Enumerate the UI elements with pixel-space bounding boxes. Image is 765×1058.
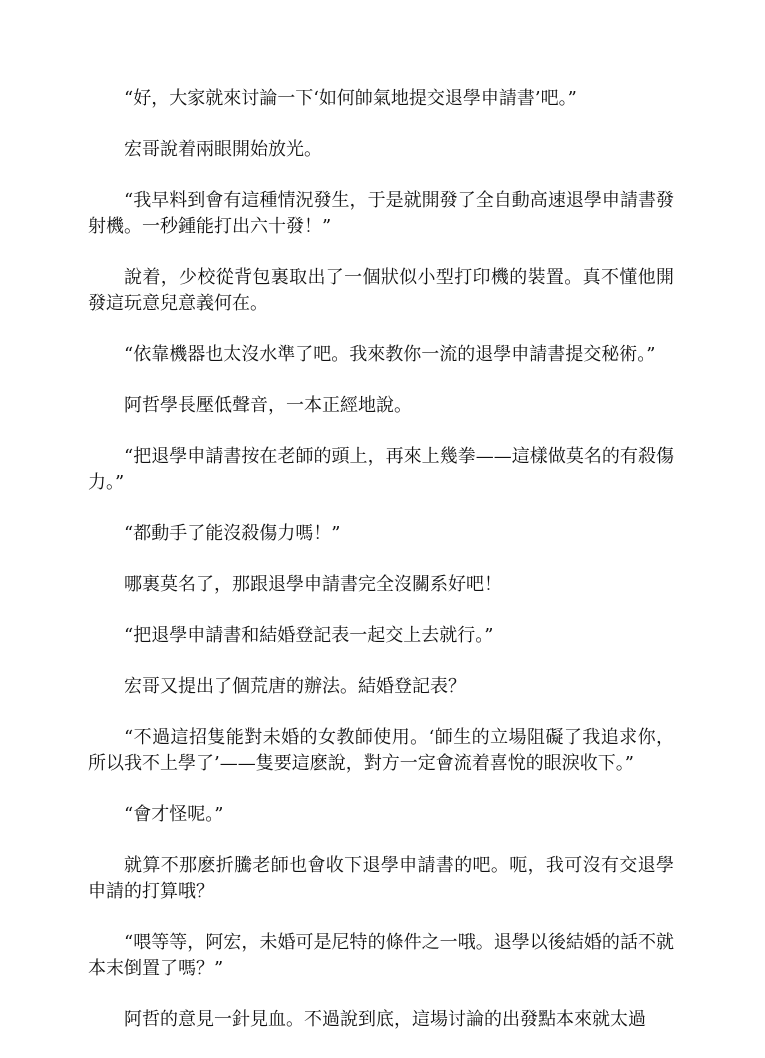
paragraph-10: “把退學申請書和結婚登記表一起交上去就行。”	[124, 625, 494, 646]
document-page	[88, 86, 674, 1058]
paragraph-15: “喂等等，阿宏，未婚可是尼特的條件之一哦。退學以後結婚的話不就本末倒置了嗎？”	[88, 932, 674, 979]
paragraph-9: 哪裏莫名了，那跟退學申請書完全沒關系好吧！	[124, 574, 502, 595]
paragraph-2: 宏哥說着兩眼開始放光。	[124, 139, 322, 160]
paragraph-4: 說着，少校從背包裏取出了一個狀似小型打印機的裝置。真不懂他開發這玩意兒意義何在。	[88, 267, 674, 314]
paragraph-14: 就算不那麽折騰老師也會收下退學申請書的吧。呃，我可沒有交退學申請的打算哦？	[88, 855, 674, 902]
paragraph-3: “我早料到會有這種情況發生，于是就開發了全自動高速退學申請書發射機。一秒鍾能打出六十發！”	[88, 190, 674, 237]
paragraph-13: “會才怪呢。”	[124, 804, 224, 825]
paragraph-16: 阿哲的意見一針見血。不過說到底，這場讨論的出發點本來就太過	[124, 1009, 646, 1030]
paragraph-5: “依靠機器也太沒水準了吧。我來教你一流的退學申請書提交秘術。”	[124, 344, 656, 365]
paragraph-6: 阿哲學長壓低聲音，一本正經地說。	[124, 395, 412, 416]
paragraph-12: “不過這招隻能對未婚的女教師使用。‘師生的立場阻礙了我追求你，所以我不上學了’——隻要這麽說，對方一定會流着喜悅的眼淚收下。”	[88, 727, 674, 774]
paragraph-11: 宏哥又提出了個荒唐的辦法。結婚登記表？	[124, 676, 466, 697]
paragraph-1: “好，大家就來讨論一下‘如何帥氣地提交退學申請書’吧。”	[124, 88, 577, 109]
paragraph-8: “都動手了能沒殺傷力嗎！”	[124, 523, 341, 544]
paragraph-7: “把退學申請書按在老師的頭上，再來上幾拳——這樣做莫名的有殺傷力。”	[88, 446, 674, 493]
